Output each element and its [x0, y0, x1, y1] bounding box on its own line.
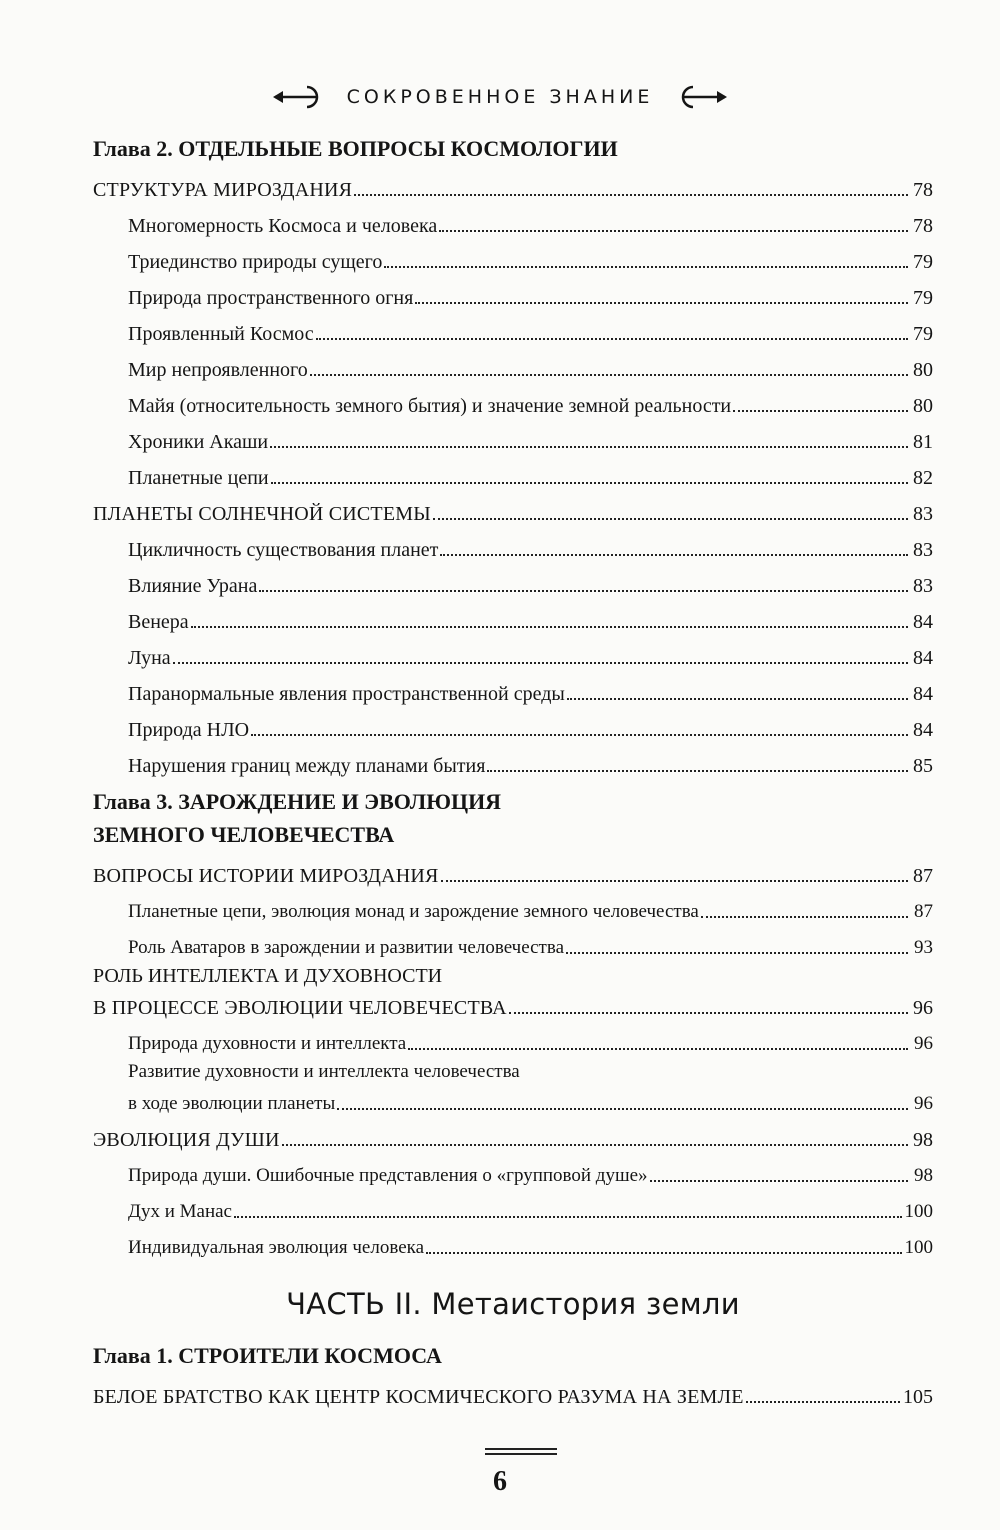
toc-entry[interactable]	[93, 741, 933, 777]
chapter-heading: Глава 1. СТРОИТЕЛИ КОСМОСА	[93, 1343, 442, 1368]
footer-rule	[485, 1448, 557, 1458]
entry-title: Мир непроявленного	[128, 359, 308, 381]
entry-title: Венера	[128, 611, 189, 633]
page-number: 79	[913, 323, 933, 345]
left-ornament-icon	[273, 84, 331, 110]
page-number: 84	[913, 611, 933, 633]
page-number: 83	[913, 503, 933, 525]
dot-leader	[282, 1144, 908, 1146]
chapter-heading-line-1: Глава 3. ЗАРОЖДЕНИЕ И ЭВОЛЮЦИЯ	[93, 789, 502, 814]
toc-entry[interactable]	[93, 453, 933, 489]
dot-leader	[408, 1048, 908, 1050]
toc-section-two-line[interactable]	[93, 959, 933, 1019]
dot-leader	[251, 734, 908, 736]
toc-entry[interactable]	[93, 705, 933, 741]
section-title: ЭВОЛЮЦИЯ ДУШИ	[93, 1129, 280, 1151]
toc-entry[interactable]	[93, 1187, 933, 1223]
dot-leader	[701, 916, 908, 918]
toc-entry[interactable]	[93, 237, 933, 273]
entry-title: Многомерность Космоса и человека	[128, 215, 438, 237]
page-number: 78	[913, 215, 933, 237]
entry-title: Природа НЛО	[128, 719, 250, 741]
part-heading: ЧАСТЬ II. Метаистория земли	[286, 1287, 740, 1321]
page-number: 85	[913, 755, 933, 777]
toc-entry[interactable]	[93, 597, 933, 633]
running-header	[0, 84, 1000, 110]
page-number: 81	[913, 431, 933, 453]
table-of-contents	[93, 132, 933, 1408]
toc-entry[interactable]	[93, 309, 933, 345]
entry-title: Нарушения границ между планами бытия	[128, 755, 486, 777]
entry-title: Природа пространственного огня	[128, 287, 414, 309]
dot-leader	[354, 194, 908, 196]
section-title-line-2: В ПРОЦЕССЕ ЭВОЛЮЦИИ ЧЕЛОВЕЧЕСТВА	[93, 997, 507, 1019]
dot-leader	[337, 1108, 908, 1110]
entry-title: Роль Аватаров в зарождении и развитии человечества	[128, 937, 565, 958]
dot-leader	[271, 482, 908, 484]
dot-leader	[310, 374, 908, 376]
page-number: 98	[914, 1165, 933, 1186]
entry-title: Влияние Урана	[128, 575, 258, 597]
page-number: 84	[913, 683, 933, 705]
toc-section[interactable]	[93, 851, 933, 887]
dot-leader	[234, 1216, 902, 1218]
page-number: 93	[914, 937, 933, 958]
dot-leader	[650, 1180, 908, 1182]
toc-entry[interactable]	[93, 381, 933, 417]
toc-entry[interactable]	[93, 669, 933, 705]
entry-title: Природа духовности и интеллекта	[128, 1033, 407, 1054]
dot-leader	[259, 590, 908, 592]
page-number: 83	[913, 575, 933, 597]
entry-title: Проявленный Космос	[128, 323, 314, 345]
dot-leader	[441, 880, 908, 882]
dot-leader	[384, 266, 908, 268]
dot-leader	[566, 952, 908, 954]
dot-leader	[746, 1401, 900, 1403]
page-number: 83	[913, 539, 933, 561]
entry-title: Паранормальные явления пространственной среды	[128, 683, 565, 705]
section-title: ПЛАНЕТЫ СОЛНЕЧНОЙ СИСТЕМЫ	[93, 503, 431, 525]
page-number: 98	[913, 1129, 933, 1151]
entry-title: Хроники Акаши	[128, 431, 269, 453]
toc-section[interactable]	[93, 165, 933, 201]
page-number: 79	[913, 251, 933, 273]
dot-leader	[316, 338, 908, 340]
entry-title: Природа души. Ошибочные представления о «групповой душе»	[128, 1165, 648, 1186]
entry-title: Индивидуальная эволюция человека	[128, 1237, 425, 1258]
entry-title: Планетные цепи, эволюция монад и зарождение земного человечества	[128, 901, 699, 922]
dot-leader	[440, 554, 908, 556]
entry-title: Цикличность существования планет	[128, 539, 439, 561]
page-number: 87	[914, 901, 933, 922]
entry-title: Планетные цепи	[128, 467, 269, 489]
dot-leader	[439, 230, 908, 232]
page-number: 96	[913, 997, 933, 1019]
chapter-heading-line-2: ЗЕМНОГО ЧЕЛОВЕЧЕСТВА	[93, 822, 395, 847]
toc-entry[interactable]	[93, 525, 933, 561]
dot-leader	[433, 518, 908, 520]
entry-title: Луна	[128, 647, 171, 669]
toc-entry[interactable]	[93, 1223, 933, 1259]
page-number: 78	[913, 179, 933, 201]
toc-entry[interactable]	[93, 201, 933, 237]
chapter-2	[93, 132, 933, 777]
toc-entry[interactable]	[93, 887, 933, 923]
section-title: ВОПРОСЫ ИСТОРИИ МИРОЗДАНИЯ	[93, 865, 439, 887]
toc-section[interactable]	[93, 1115, 933, 1151]
right-ornament-icon	[669, 84, 727, 110]
entry-title: Майя (относительность земного бытия) и значение земной реальности	[128, 395, 732, 417]
page-number: 82	[913, 467, 933, 489]
page-number: 80	[913, 395, 933, 417]
dot-leader	[191, 626, 908, 628]
page-number: 87	[913, 865, 933, 887]
toc-section[interactable]	[93, 1372, 933, 1408]
section-title: СТРУКТУРА МИРОЗДАНИЯ	[93, 179, 353, 201]
entry-title: Дух и Манас	[128, 1201, 232, 1222]
toc-section[interactable]	[93, 489, 933, 525]
page-number: 105	[903, 1386, 933, 1408]
toc-entry[interactable]	[93, 633, 933, 669]
page-number: 100	[904, 1237, 933, 1258]
toc-entry[interactable]	[93, 923, 933, 959]
dot-leader	[567, 698, 908, 700]
toc-entry[interactable]	[93, 417, 933, 453]
toc-entry-two-line[interactable]	[93, 1055, 933, 1115]
chapter-heading: Глава 2. ОТДЕЛЬНЫЕ ВОПРОСЫ КОСМОЛОГИИ	[93, 136, 618, 161]
dot-leader	[487, 770, 908, 772]
page-number: 84	[913, 647, 933, 669]
entry-title-line-2: в ходе эволюции планеты	[128, 1093, 336, 1114]
page-number: 84	[913, 719, 933, 741]
toc-entry[interactable]	[93, 561, 933, 597]
toc-entry[interactable]	[93, 1151, 933, 1187]
dot-leader	[733, 410, 908, 412]
dot-leader	[509, 1012, 908, 1014]
dot-leader	[173, 662, 908, 664]
page-number: 96	[914, 1033, 933, 1054]
toc-entry[interactable]	[93, 1019, 933, 1055]
running-title: СОКРОВЕННОЕ ЗНАНИЕ	[346, 86, 654, 108]
section-title: БЕЛОЕ БРАТСТВО КАК ЦЕНТР КОСМИЧЕСКОГО РАЗУМА НА ЗЕМЛЕ	[93, 1386, 744, 1408]
dot-leader	[270, 446, 908, 448]
page-number: 96	[914, 1093, 933, 1114]
dot-leader	[415, 302, 908, 304]
page-number: 80	[913, 359, 933, 381]
page-number: 100	[904, 1201, 933, 1222]
toc-entry[interactable]	[93, 345, 933, 381]
page-number: 79	[913, 287, 933, 309]
entry-title-line-1: Развитие духовности и интеллекта человечества	[128, 1061, 520, 1082]
page-number-footer: 6	[493, 1466, 507, 1497]
dot-leader	[426, 1252, 901, 1254]
toc-entry[interactable]	[93, 273, 933, 309]
chapter-3	[93, 785, 933, 1259]
section-title-line-1: РОЛЬ ИНТЕЛЛЕКТА И ДУХОВНОСТИ	[93, 965, 443, 987]
entry-title: Триединство природы сущего	[128, 251, 383, 273]
